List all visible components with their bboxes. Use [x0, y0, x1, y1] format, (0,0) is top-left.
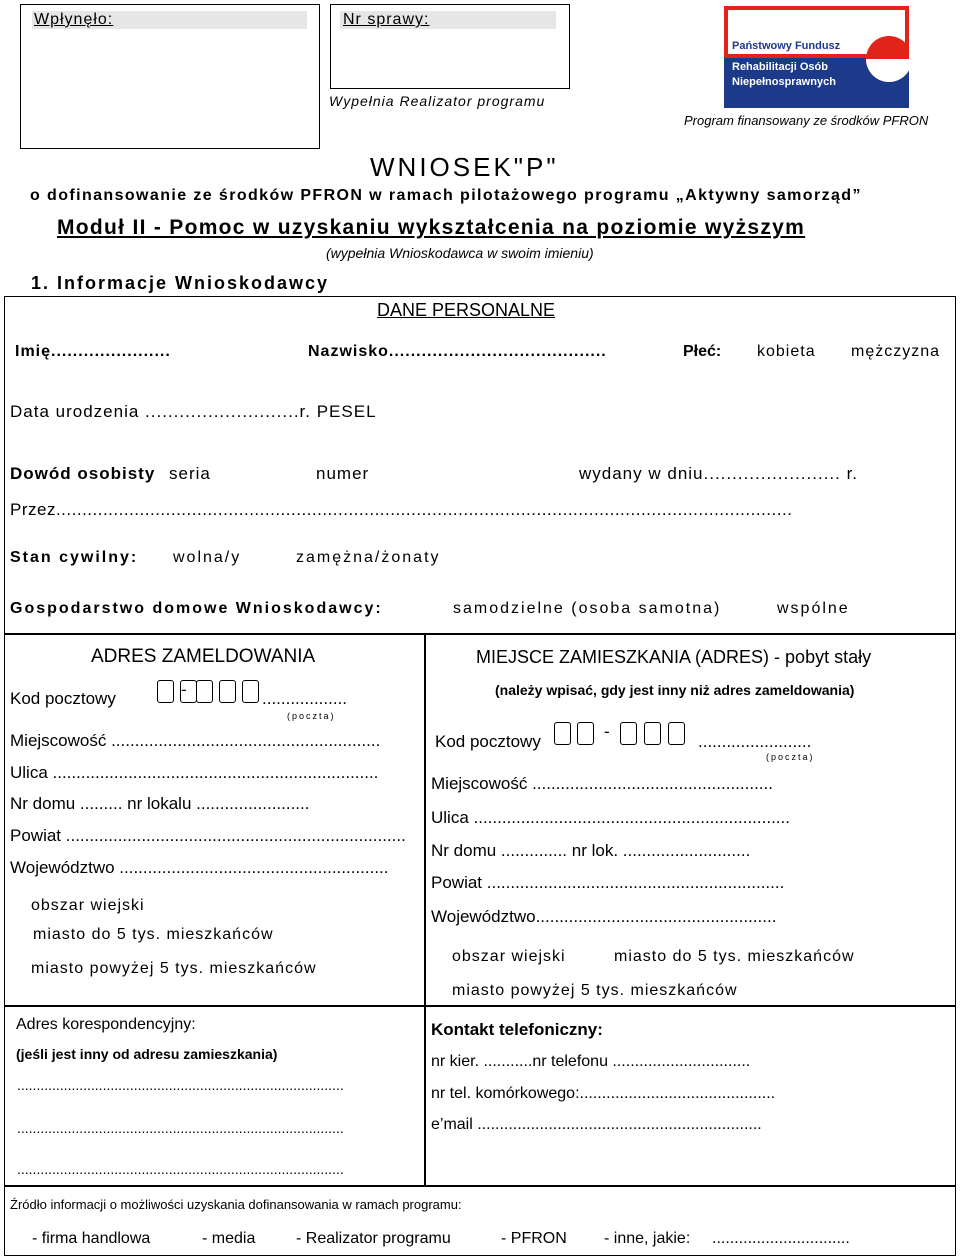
- registered-postal-code-label: Kod pocztowy: [10, 689, 116, 708]
- correspondence-line-2[interactable]: ....................................................................................: [17, 1120, 344, 1136]
- residence-county-field[interactable]: Powiat ...............................................................: [431, 873, 785, 892]
- phone-mobile-field[interactable]: nr tel. komórkowego:............................................: [431, 1085, 776, 1102]
- registered-voivodeship-field[interactable]: Województwo .........................................................: [10, 858, 389, 877]
- registered-postal-dash: -: [181, 680, 187, 699]
- logo-line1: Państwowy Fundusz: [732, 40, 841, 52]
- registered-street-field[interactable]: Ulica .....................................................................: [10, 763, 379, 782]
- issued-by-field[interactable]: Przez.............................................................................................................................................: [10, 500, 793, 519]
- registered-address-heading: ADRES ZAMELDOWANIA: [91, 646, 316, 667]
- marital-option-married[interactable]: zamężna/żonaty: [296, 549, 441, 566]
- residence-street-field[interactable]: Ulica ...................................................................: [431, 808, 790, 827]
- form-subtitle: o dofinansowanie ze środków PFRON w ramach pilotażowego programu „Aktywny samorząd”: [30, 187, 862, 204]
- gender-option-female[interactable]: kobieta: [757, 343, 816, 360]
- birth-date-pesel-field[interactable]: Data urodzenia ...........................r. PESEL: [10, 402, 377, 421]
- residence-postal-digit-2[interactable]: [577, 722, 594, 745]
- section1-heading: 1. Informacje Wnioskodawcy: [31, 273, 330, 293]
- fill-note: (wypełnia Wnioskodawca w swoim imieniu): [326, 245, 594, 261]
- contact-heading: Kontakt telefoniczny:: [431, 1020, 603, 1039]
- first-name-field[interactable]: Imię......................: [15, 343, 171, 360]
- last-name-field[interactable]: Nazwisko........................................: [308, 343, 607, 360]
- correspondence-line-3[interactable]: ....................................................................................: [17, 1161, 344, 1177]
- pfron-logo: [724, 6, 909, 108]
- residence-postal-digit-3[interactable]: [620, 722, 637, 745]
- id-issued-date-field[interactable]: wydany w dniu........................ r.: [579, 464, 859, 483]
- info-source-option-pfron[interactable]: - PFRON: [501, 1230, 567, 1247]
- residence-postal-dash: -: [604, 722, 610, 741]
- residence-address-note: (należy wpisać, gdy jest inny niż adres zameldowania): [495, 682, 855, 698]
- info-source-heading: Źródło informacji o możliwości uzyskania dofinansowania w ramach programu:: [10, 1197, 462, 1212]
- household-option-single[interactable]: samodzielne (osoba samotna): [453, 600, 722, 617]
- marital-status-label: Stan cywilny:: [10, 549, 139, 566]
- info-source-option-other[interactable]: - inne, jakie:: [604, 1230, 691, 1247]
- logo-line3: Niepełnosprawnych: [732, 76, 836, 88]
- id-number-field[interactable]: numer: [316, 464, 370, 483]
- registered-postal-digit-3[interactable]: [196, 680, 213, 703]
- registered-area-large-town[interactable]: miasto powyżej 5 tys. mieszkańców: [31, 960, 317, 977]
- residence-post-office-caption: (poczta): [766, 752, 815, 762]
- residence-area-small-town[interactable]: miasto do 5 tys. mieszkańców: [614, 948, 855, 965]
- residence-postal-digit-5[interactable]: [668, 722, 685, 745]
- info-source-option-media[interactable]: - media: [202, 1230, 256, 1247]
- residence-post-office-field[interactable]: ........................: [698, 732, 812, 751]
- residence-area-large-town[interactable]: miasto powyżej 5 tys. mieszkańców: [452, 982, 738, 999]
- phone-landline-field[interactable]: nr kier. ...........nr telefonu ...............................: [431, 1053, 751, 1070]
- household-label: Gospodarstwo domowe Wnioskodawcy:: [10, 600, 383, 617]
- registered-post-office-field[interactable]: ..................: [262, 689, 348, 708]
- program-financed-note: Program finansowany ze środków PFRON: [684, 113, 929, 128]
- registered-town-field[interactable]: Miejscowość .........................................................: [10, 731, 381, 750]
- info-source-option-company[interactable]: - firma handlowa: [32, 1230, 151, 1247]
- residence-postal-code-label: Kod pocztowy: [435, 732, 541, 751]
- gender-option-male[interactable]: mężczyzna: [851, 343, 941, 360]
- residence-postal-digit-4[interactable]: [644, 722, 661, 745]
- form-title: WNIOSEK"P": [370, 152, 559, 182]
- registered-postal-digit-5[interactable]: [242, 680, 259, 703]
- received-label: Wpłynęło:: [34, 11, 114, 28]
- correspondence-line-1[interactable]: ....................................................................................: [17, 1077, 344, 1093]
- correspondence-address-heading: Adres korespondencyjny:: [16, 1016, 196, 1033]
- registered-post-office-caption: (poczta): [287, 711, 336, 721]
- logo-circle-blue: [866, 59, 909, 82]
- registered-postal-digit-1[interactable]: [157, 680, 174, 703]
- registered-county-field[interactable]: Powiat ........................................................................: [10, 826, 406, 845]
- personal-data-heading: DANE PERSONALNE: [377, 300, 556, 320]
- case-number-label: Nr sprawy:: [343, 11, 430, 28]
- registered-area-rural[interactable]: obszar wiejski: [31, 897, 145, 914]
- gender-label: Płeć:: [683, 343, 722, 360]
- residence-area-rural[interactable]: obszar wiejski: [452, 948, 566, 965]
- registered-area-small-town[interactable]: miasto do 5 tys. mieszkańców: [33, 926, 274, 943]
- correspondence-address-note: (jeśli jest inny od adresu zamieszkania): [16, 1046, 278, 1062]
- registered-house-number-field[interactable]: Nr domu ......... nr lokalu ........................: [10, 794, 310, 813]
- residence-address-heading: MIEJSCE ZAMIESZKANIA (ADRES) - pobyt stały: [476, 647, 872, 667]
- filled-by-implementer-note: Wypełnia Realizator programu: [329, 93, 546, 109]
- id-card-label: Dowód osobisty: [10, 464, 156, 483]
- id-series-field[interactable]: seria: [169, 464, 211, 483]
- residence-house-number-field[interactable]: Nr domu .............. nr lok. ...........................: [431, 841, 751, 860]
- module-title: Moduł II - Pomoc w uzyskaniu wykształcenia na poziomie wyższym: [57, 216, 806, 239]
- logo-line2: Rehabilitacji Osób: [732, 61, 828, 73]
- email-field[interactable]: e’mail ................................................................: [431, 1116, 762, 1133]
- marital-option-single[interactable]: wolna/y: [173, 549, 242, 566]
- household-option-shared[interactable]: wspólne: [777, 600, 850, 617]
- registered-postal-digit-4[interactable]: [219, 680, 236, 703]
- residence-town-field[interactable]: Miejscowość ...................................................: [431, 774, 773, 793]
- residence-postal-digit-1[interactable]: [554, 722, 571, 745]
- info-source-option-implementer[interactable]: - Realizator programu: [296, 1230, 451, 1247]
- residence-voivodeship-field[interactable]: Województwo...................................................: [431, 907, 777, 926]
- info-source-other-field[interactable]: ...............................: [712, 1230, 850, 1247]
